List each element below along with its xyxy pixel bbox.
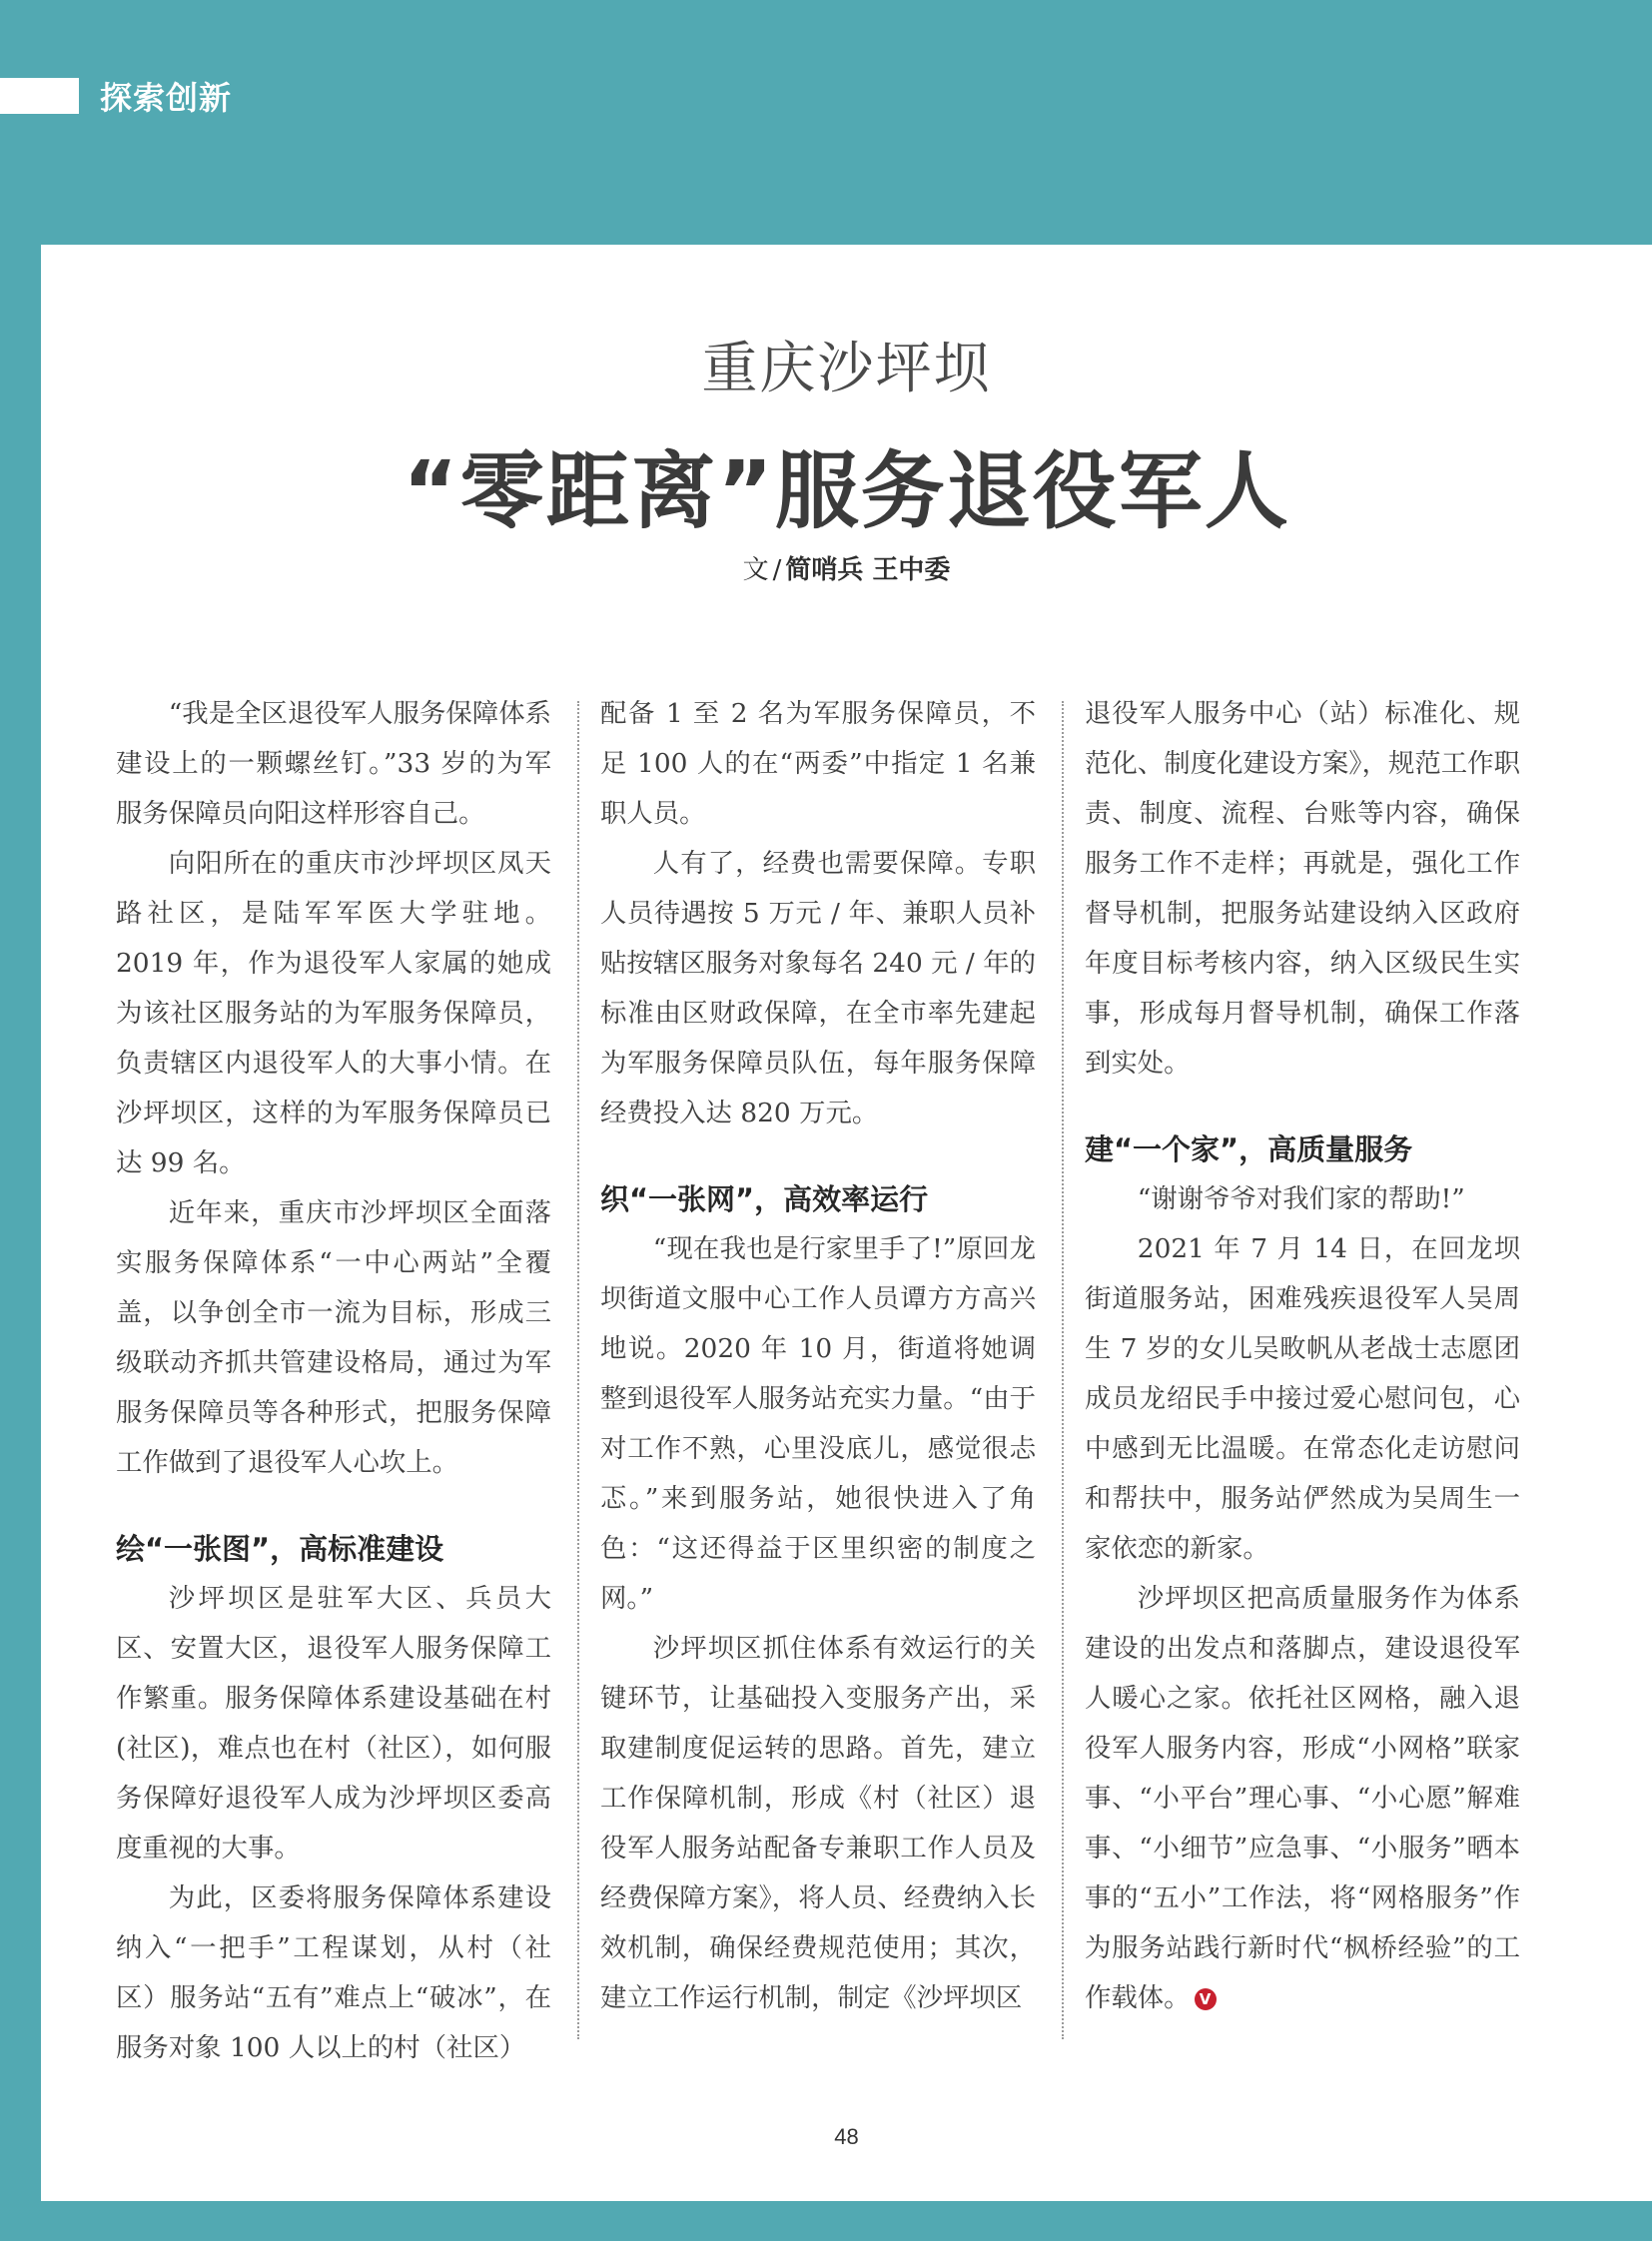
article-column-3 [1085, 689, 1520, 2023]
article-body [116, 689, 1584, 2077]
section-tab-marker [0, 78, 79, 114]
column-divider [1062, 701, 1064, 2039]
paragraph-text: 向阳所在的重庆市沙坪坝区凤天路社区，是陆军军医大学驻地。2019 年，作为退役军人家属的她成为该社区服务站的为军服务保障员，负责辖区内退役军人的大事小情。在沙坪坝区，这样的为军服务保障员已达 99 名。 [116, 848, 551, 1178]
byline-prefix: 文 [742, 555, 769, 585]
paragraph-text: 配备 1 至 2 名为军服务保障员，不足 100 人的在“两委”中指定 1 名兼职人员。 [600, 698, 1036, 829]
paragraph-text: 退役军人服务中心（站）标准化、规范化、制度化建设方案》，规范工作职责、制度、流程、台账等内容，确保服务工作不走样；再就是，强化工作督导机制，把服务站建设纳入区政府年度目标考核内容，纳入区级民生实事，形成每月督导机制，确保工作落到实处。 [1085, 698, 1520, 1079]
paragraph-text: 人有了，经费也需要保障。专职人员待遇按 5 万元 / 年、兼职人员补贴按辖区服务对象每名 240 元 / 年的标准由区财政保障，在全市率先建起为军服务保障员队伍，每年服务保障经费投入达 820 万元。 [600, 848, 1036, 1128]
paragraph-text: “现在我也是行家里手了!”原回龙坝街道文服中心工作人员谭方方高兴地说。2020 年 10 月，街道将她调整到退役军人服务站充实力量。“由于对工作不熟，心里没底儿，感觉很忐忑。”来到服务站，她很快进入了角色：“这还得益于区里织密的制度之网。” [600, 1233, 1036, 1614]
section-heading: 建“一个家”，高质量服务 [1085, 1132, 1413, 1166]
byline-authors: 简哨兵 王中委 [785, 555, 951, 585]
page-number: 48 [834, 2124, 859, 2149]
article-end-mark-icon: V [1195, 1988, 1217, 2010]
body-paragraph [116, 1574, 551, 1873]
body-paragraph [1085, 1574, 1520, 2023]
byline-separator: / [772, 555, 782, 585]
paragraph-text: 为此，区委将服务保障体系建设纳入“一把手”工程谋划，从村（社区）服务站“五有”难点上“破冰”，在服务对象 100 人以上的村（社区） [116, 1882, 551, 2063]
section-spacer [1085, 1089, 1520, 1124]
section-spacer [600, 1138, 1036, 1174]
paragraph-text: 2021 年 7 月 14 日，在回龙坝街道服务站，困难残疾退役军人吴周生 7 岁的女儿吴畋帆从老战士志愿团成员龙绍民手中接过爱心慰问包，心中感到无比温暖。在常态化走访慰问和帮扶中，服务站俨然成为吴周生一家依恋的新家。 [1085, 1233, 1520, 1564]
column-divider [577, 701, 579, 2039]
body-paragraph [1085, 689, 1520, 1089]
paragraph-text: 沙坪坝区把高质量服务作为体系建设的出发点和落脚点，建设退役军人暖心之家。依托社区网格，融入退役军人服务内容，形成“小网格”联家事、“小平台”理心事、“小心愿”解难事、“小细节”应急事、“小服务”晒本事的“五小”工作法，将“网格服务”作为服务站践行新时代“枫桥经验”的工作载体。 [1085, 1583, 1520, 2013]
body-paragraph [116, 1188, 551, 1488]
paragraph-text: 沙坪坝区是驻军大区、兵员大区、安置大区，退役军人服务保障工作繁重。服务保障体系建设基础在村(社区)，难点也在村（社区），如何服务保障好退役军人成为沙坪坝区委高度重视的大事。 [116, 1583, 551, 1864]
article-headline: “零距离”服务退役军人 [403, 442, 1290, 540]
body-paragraph [600, 1624, 1036, 2023]
body-paragraph [600, 839, 1036, 1138]
article-page [41, 245, 1652, 2201]
section-heading: 绘“一张图”，高标准建设 [116, 1532, 444, 1566]
article-kicker: 重庆沙坪坝 [701, 337, 992, 401]
section-heading: 织“一张网”，高效率运行 [600, 1182, 929, 1216]
paragraph-text: 近年来，重庆市沙坪坝区全面落实服务保障体系“一中心两站”全覆盖，以争创全市一流为目标，形成三级联动齐抓共管建设格局，通过为军服务保障员等各种形式，把服务保障工作做到了退役军人心坎上。 [116, 1197, 551, 1478]
section-spacer [116, 1488, 551, 1524]
article-byline [41, 549, 1652, 586]
paragraph-text: “谢谢爷爷对我们家的帮助!” [1137, 1183, 1465, 1214]
article-column-1 [116, 689, 551, 2073]
paragraph-text: “我是全区退役军人服务保障体系建设上的一颗螺丝钉。”33 岁的为军服务保障员向阳这样形容自己。 [116, 698, 551, 829]
body-paragraph [1085, 1174, 1520, 1224]
body-paragraph [600, 689, 1036, 839]
paragraph-text: 沙坪坝区抓住体系有效运行的关键环节，让基础投入变服务产出，采取建制度促运转的思路。首先，建立工作保障机制，形成《村（社区）退役军人服务站配备专兼职工作人员及经费保障方案》，将人员、经费纳入长效机制，确保经费规范使用；其次，建立工作运行机制，制定《沙坪坝区 [600, 1633, 1036, 2013]
body-paragraph [600, 1224, 1036, 1624]
body-paragraph [1085, 1224, 1520, 1574]
body-paragraph [116, 1873, 551, 2073]
article-column-2 [600, 689, 1036, 2023]
section-label: 探索创新 [100, 79, 233, 117]
body-paragraph [116, 839, 551, 1188]
body-paragraph [116, 689, 551, 839]
